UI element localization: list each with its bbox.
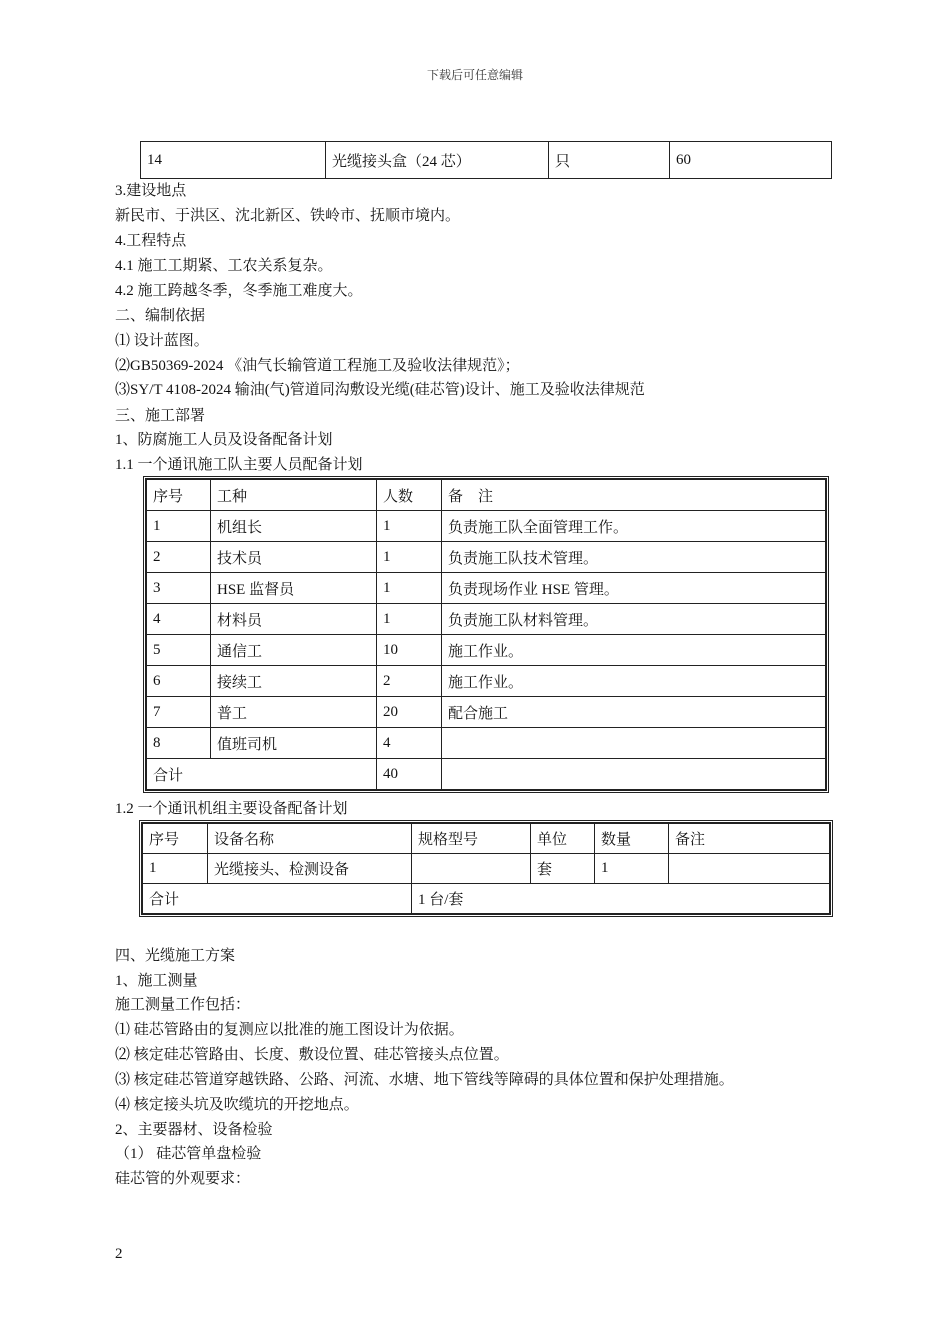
- table-cell: HSE 监督员: [211, 573, 377, 604]
- section-heading: 1、施工测量: [115, 973, 198, 989]
- table-cell: 3: [146, 573, 211, 604]
- column-header: 规格型号: [412, 823, 531, 854]
- column-header: 序号: [146, 479, 211, 511]
- column-header: 数量: [595, 823, 669, 854]
- table-cell: [669, 854, 831, 884]
- table-cell: 10: [377, 635, 442, 666]
- column-header: 备 注: [442, 479, 827, 511]
- table-cell: 值班司机: [211, 728, 377, 759]
- table-cell: 只: [549, 142, 670, 179]
- page-number: 2: [115, 1246, 123, 1262]
- table-cell: 材料员: [211, 604, 377, 635]
- table-cell: [442, 728, 827, 759]
- section-heading: 1.1 一个通讯施工队主要人员配备计划: [115, 457, 363, 473]
- table-cell: 5: [146, 635, 211, 666]
- table-row: [146, 542, 826, 573]
- table-row: [142, 854, 830, 884]
- table-cell: 普工: [211, 697, 377, 728]
- table-cell: 4: [377, 728, 442, 759]
- table-total-row: [142, 884, 830, 915]
- section-heading: （1） 硅芯管单盘检验: [115, 1146, 262, 1162]
- table-row: [146, 635, 826, 666]
- table-cell: 6: [146, 666, 211, 697]
- paragraph: 施工测量工作包括：: [115, 997, 251, 1013]
- table-cell: 负责现场作业 HSE 管理。: [442, 573, 827, 604]
- table-cell: [442, 759, 827, 791]
- list-item: ⑴ 设计蓝图。: [115, 333, 209, 349]
- list-item: ⑶SY/T 4108-2024 输油(气)管道同沟敷设光缆(硅芯管)设计、施工及验收法律规范: [115, 382, 645, 398]
- table-total-row: [146, 759, 826, 791]
- list-item: ⑷ 核定接头坑及吹缆坑的开挖地点。: [115, 1097, 359, 1113]
- column-header: 人数: [377, 479, 442, 511]
- total-value: 1 台/套: [412, 884, 831, 915]
- paragraph: 4.2 施工跨越冬季，冬季施工难度大。: [115, 283, 363, 299]
- section-heading: 三、施工部署: [115, 408, 206, 424]
- equipment-plan-table: [141, 822, 831, 915]
- cable-item-table: [140, 141, 832, 179]
- table-cell: 机组长: [211, 511, 377, 542]
- table-cell: 8: [146, 728, 211, 759]
- total-label: 合计: [142, 884, 412, 915]
- table-row: [146, 511, 826, 542]
- table-cell: 1: [595, 854, 669, 884]
- list-item: ⑵ 核定硅芯管路由、长度、敷设位置、硅芯管接头点位置。: [115, 1047, 509, 1063]
- table-row: [141, 142, 832, 179]
- list-item: ⑴ 硅芯管路由的复测应以批准的施工图设计为依据。: [115, 1022, 464, 1038]
- table-cell: 7: [146, 697, 211, 728]
- staff-plan-table: [145, 478, 827, 791]
- column-header: 工种: [211, 479, 377, 511]
- table-cell: 接续工: [211, 666, 377, 697]
- table-cell: 20: [377, 697, 442, 728]
- table-row: [146, 697, 826, 728]
- table-cell: 2: [377, 666, 442, 697]
- table-cell: 1: [377, 542, 442, 573]
- table-cell: 1: [142, 854, 208, 884]
- table-cell: [412, 854, 531, 884]
- table-cell: 负责施工队材料管理。: [442, 604, 827, 635]
- table-row: [146, 573, 826, 604]
- table-cell: 技术员: [211, 542, 377, 573]
- table-row: [146, 666, 826, 697]
- table-cell: 1: [377, 573, 442, 604]
- total-value: 40: [377, 759, 442, 791]
- table-row: [146, 604, 826, 635]
- table-cell: 光缆接头、检测设备: [208, 854, 412, 884]
- paragraph: 4.1 施工工期紧、工农关系复杂。: [115, 258, 333, 274]
- list-item: ⑵GB50369-2024 《油气长输管道工程施工及验收法律规范》；: [115, 358, 520, 374]
- column-header: 设备名称: [208, 823, 412, 854]
- section-heading: 1、防腐施工人员及设备配备计划: [115, 432, 333, 448]
- section-heading: 2、主要器材、设备检验: [115, 1122, 273, 1138]
- column-header: 单位: [531, 823, 595, 854]
- section-heading: 4.工程特点: [115, 233, 187, 249]
- table-cell: 光缆接头盒（24 芯）: [326, 142, 549, 179]
- paragraph: 新民市、于洪区、沈北新区、铁岭市、抚顺市境内。: [115, 208, 461, 224]
- list-item: ⑶ 核定硅芯管道穿越铁路、公路、河流、水塘、地下管线等障碍的具体位置和保护处理措施。: [115, 1072, 734, 1088]
- section-heading: 二、编制依据: [115, 308, 206, 324]
- table-cell: 施工作业。: [442, 666, 827, 697]
- paragraph: 硅芯管的外观要求：: [115, 1171, 251, 1187]
- column-header: 备注: [669, 823, 831, 854]
- table-cell: 14: [141, 142, 326, 179]
- table-cell: 通信工: [211, 635, 377, 666]
- section-heading: 3.建设地点: [115, 183, 187, 199]
- table-cell: 1: [377, 604, 442, 635]
- table-cell: 施工作业。: [442, 635, 827, 666]
- table-cell: 负责施工队全面管理工作。: [442, 511, 827, 542]
- table-cell: 套: [531, 854, 595, 884]
- section-heading: 1.2 一个通讯机组主要设备配备计划: [115, 801, 348, 817]
- table-header-row: [142, 823, 830, 854]
- table-cell: 4: [146, 604, 211, 635]
- table-cell: 2: [146, 542, 211, 573]
- section-heading: 四、光缆施工方案: [115, 948, 236, 964]
- table-cell: 60: [670, 142, 832, 179]
- table-row: [146, 728, 826, 759]
- total-label: 合计: [146, 759, 377, 791]
- table-cell: 配合施工: [442, 697, 827, 728]
- table-cell: 1: [146, 511, 211, 542]
- column-header: 序号: [142, 823, 208, 854]
- page-header-note: 下载后可任意编辑: [426, 68, 523, 82]
- table-cell: 1: [377, 511, 442, 542]
- table-cell: 负责施工队技术管理。: [442, 542, 827, 573]
- table-header-row: [146, 479, 826, 511]
